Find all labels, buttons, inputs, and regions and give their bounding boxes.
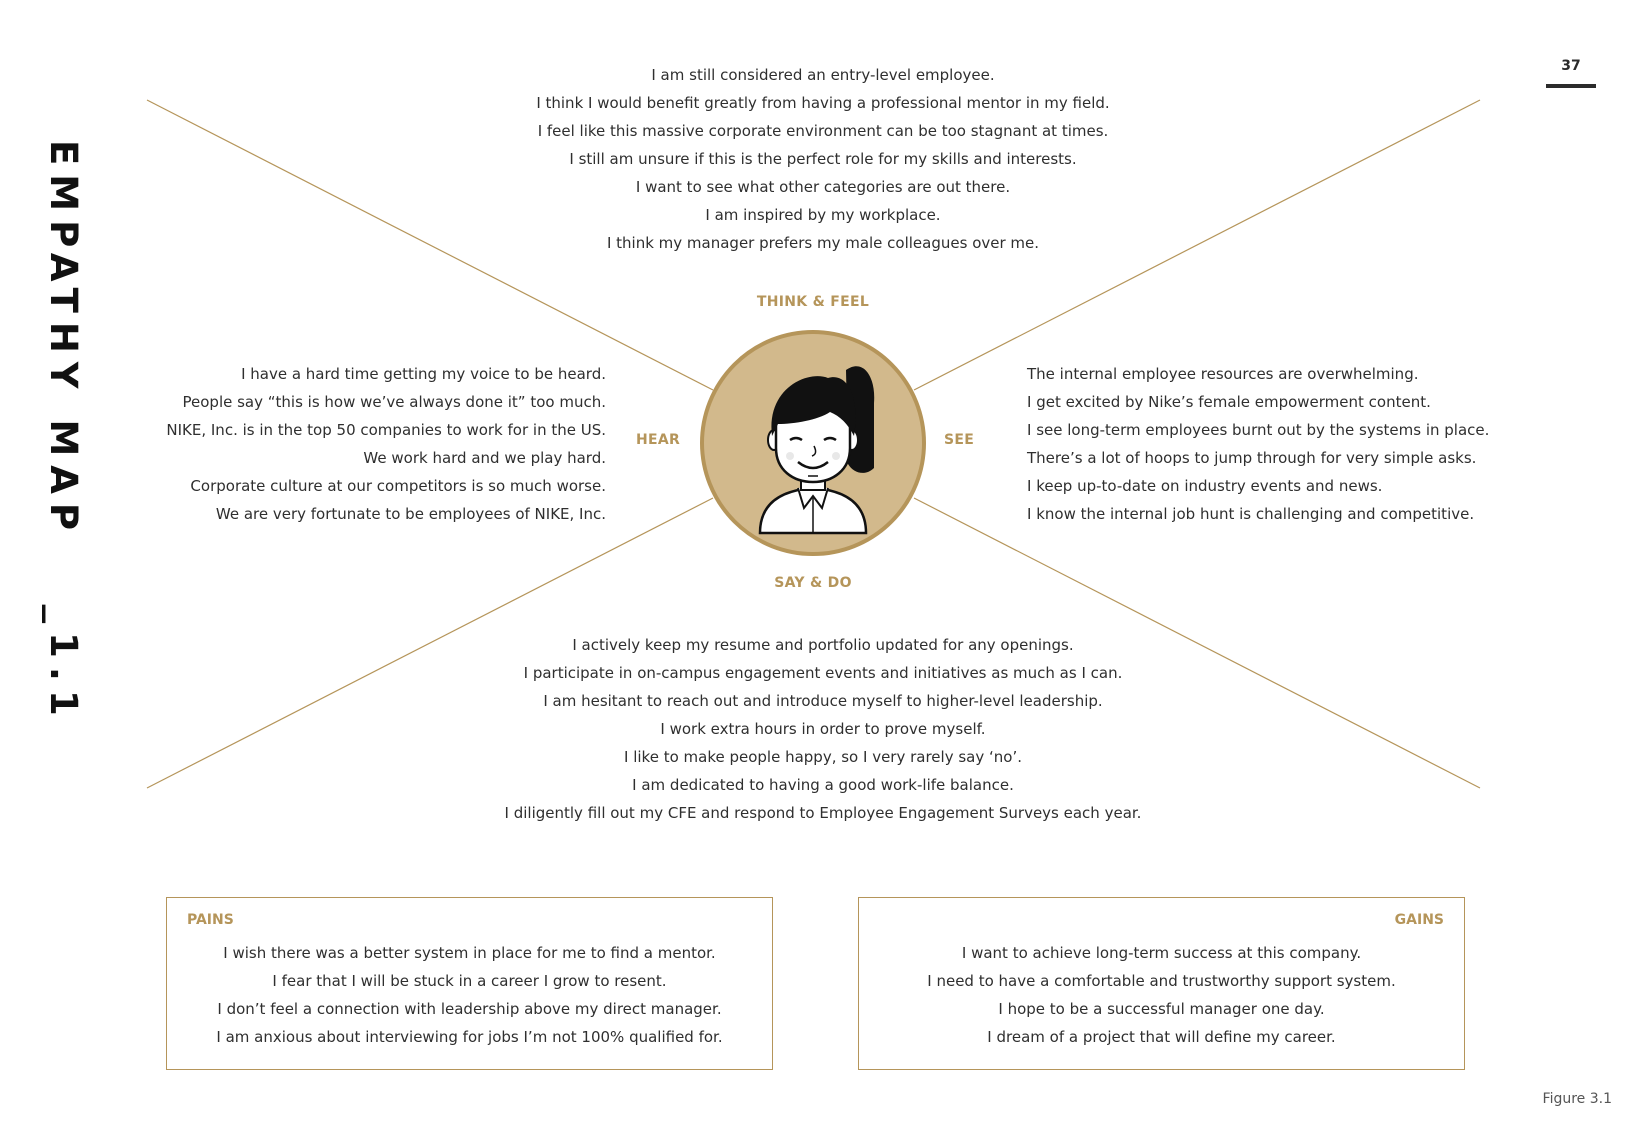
pains-item: I don’t feel a connection with leadership above my direct manager. — [217, 1000, 722, 1018]
hear-item: Corporate culture at our competitors is so much worse. — [190, 477, 606, 495]
pains-panel — [166, 897, 773, 1070]
think-feel-item: I think I would benefit greatly from having a professional mentor in my field. — [536, 94, 1110, 112]
see-item: I know the internal job hunt is challenging and competitive. — [1027, 505, 1475, 523]
pains-label: PAINS — [187, 912, 234, 928]
hear-item: I have a hard time getting my voice to be heard. — [241, 365, 606, 383]
see-label: SEE — [944, 432, 975, 448]
pains-item: I fear that I will be stuck in a career I grow to resent. — [272, 972, 667, 990]
hear-item: We work hard and we play hard. — [363, 449, 606, 467]
think-feel-label: THINK & FEEL — [756, 294, 870, 310]
see-item: The internal employee resources are overwhelming. — [1027, 365, 1419, 383]
say-do-label: SAY & DO — [774, 575, 852, 591]
think-feel-item: I am inspired by my workplace. — [705, 206, 941, 224]
see-item: I get excited by Nike’s female empowerment content. — [1027, 393, 1431, 411]
gains-item: I want to achieve long-term success at this company. — [961, 944, 1362, 962]
see-item: I see long-term employees burnt out by the systems in place. — [1027, 421, 1490, 439]
hear-item: People say “this is how we’ve always done it” too much. — [182, 393, 606, 411]
pains-item: I wish there was a better system in place for me to find a mentor. — [223, 944, 716, 962]
gains-label: GAINS — [1394, 912, 1444, 928]
think-feel-item: I feel like this massive corporate environment can be too stagnant at times. — [537, 122, 1109, 140]
say-do-item: I diligently fill out my CFE and respond to Employee Engagement Surveys each year. — [504, 804, 1142, 822]
hear-item: We are very fortunate to be employees of NIKE, Inc. — [215, 505, 606, 523]
figure-caption: Figure 3.1 — [1542, 1091, 1612, 1107]
say-do-item: I participate in on-campus engagement events and initiatives as much as I can. — [523, 664, 1123, 682]
pains-list — [167, 939, 772, 1051]
see-item: There’s a lot of hoops to jump through for very simple asks. — [1027, 449, 1477, 467]
page-title: EMPATHY MAP _1.1 — [42, 140, 85, 725]
hear-item: NIKE, Inc. is in the top 50 companies to work for in the US. — [166, 421, 606, 439]
pains-item: I am anxious about interviewing for jobs I’m not 100% qualified for. — [216, 1028, 723, 1046]
think-feel-list — [463, 61, 1183, 257]
say-do-list — [463, 631, 1183, 827]
gains-item: I hope to be a successful manager one day. — [998, 1000, 1325, 1018]
say-do-item: I like to make people happy, so I very rarely say ‘no’. — [624, 748, 1022, 766]
say-do-item: I actively keep my resume and portfolio updated for any openings. — [572, 636, 1074, 654]
hear-label: HEAR — [636, 432, 681, 448]
think-feel-item: I want to see what other categories are out there. — [635, 178, 1011, 196]
think-feel-item: I am still considered an entry-level employee. — [651, 66, 995, 84]
say-do-item: I am dedicated to having a good work-life balance. — [632, 776, 1014, 794]
see-item: I keep up-to-date on industry events and news. — [1027, 477, 1383, 495]
page-number: 37 — [1546, 52, 1596, 88]
gains-list — [859, 939, 1464, 1051]
see-list — [1027, 360, 1547, 528]
say-do-item: I work extra hours in order to prove myself. — [660, 720, 986, 738]
gains-item: I need to have a comfortable and trustworthy support system. — [927, 972, 1396, 990]
woman-avatar-icon — [698, 328, 928, 558]
say-do-item: I am hesitant to reach out and introduce myself to higher-level leadership. — [543, 692, 1103, 710]
think-feel-item: I think my manager prefers my male colleagues over me. — [606, 234, 1040, 252]
gains-panel — [858, 897, 1465, 1070]
hear-list — [90, 360, 606, 528]
gains-item: I dream of a project that will define my career. — [987, 1028, 1336, 1046]
think-feel-item: I still am unsure if this is the perfect role for my skills and interests. — [569, 150, 1077, 168]
